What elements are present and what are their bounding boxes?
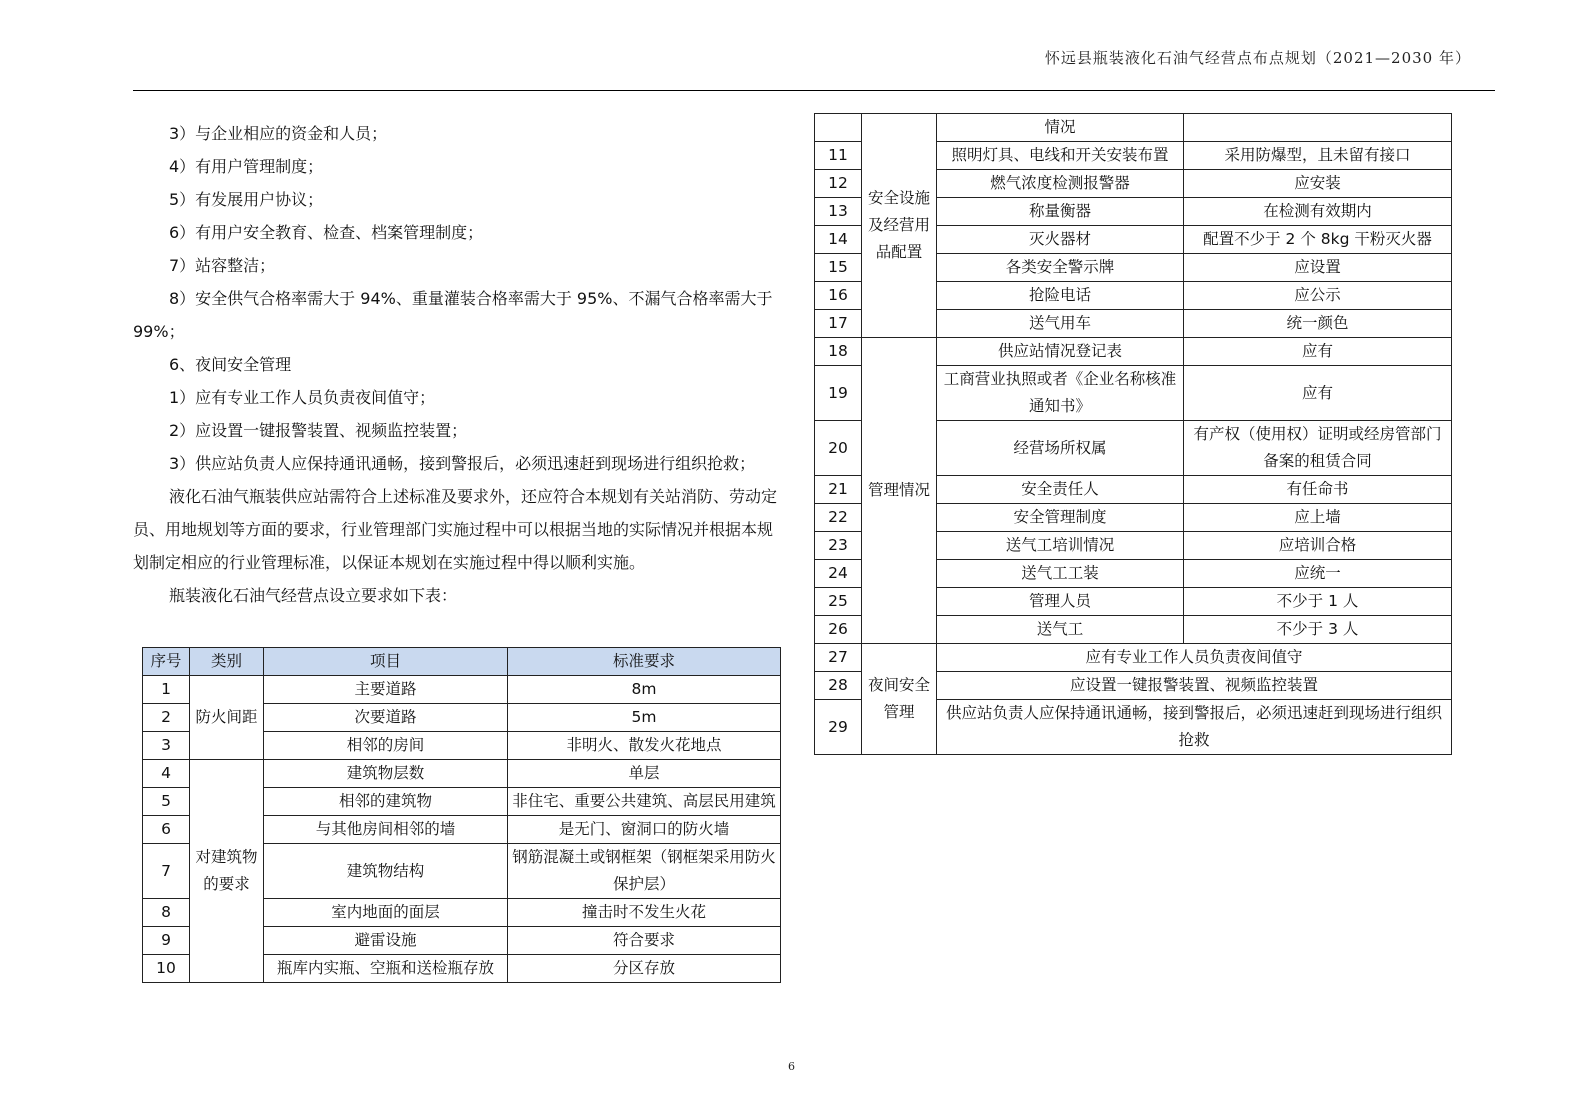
category-cell: 安全设施及经营用品配置 xyxy=(862,114,937,338)
row-item: 瓶库内实瓶、空瓶和送检瓶存放 xyxy=(264,955,508,983)
paragraph: 3）供应站负责人应保持通讯通畅，接到警报后，必须迅速赶到现场进行组织抢救； xyxy=(169,454,756,473)
row-item: 建筑物结构 xyxy=(264,844,508,899)
row-no: 18 xyxy=(815,338,862,366)
requirements-table-part1 xyxy=(142,647,781,983)
row-no: 12 xyxy=(815,170,862,198)
row-standard: 不少于 3 人 xyxy=(1184,616,1452,644)
row-standard: 有任命书 xyxy=(1184,476,1452,504)
row-standard: 分区存放 xyxy=(508,955,781,983)
table-row xyxy=(815,114,1452,142)
table-header-row xyxy=(143,648,781,676)
row-item: 送气工工装 xyxy=(937,560,1184,588)
row-no: 6 xyxy=(143,816,190,844)
row-no: 19 xyxy=(815,366,862,421)
row-item: 送气工 xyxy=(937,616,1184,644)
header-item: 项目 xyxy=(264,648,508,676)
table-row xyxy=(815,644,1452,672)
row-item: 管理人员 xyxy=(937,588,1184,616)
row-no: 7 xyxy=(143,844,190,899)
paragraph: 4）有用户管理制度； xyxy=(169,157,324,176)
row-item-merged: 供应站负责人应保持通讯通畅，接到警报后，必须迅速赶到现场进行组织抢救 xyxy=(937,700,1452,755)
table-row xyxy=(143,760,781,788)
row-item: 与其他房间相邻的墙 xyxy=(264,816,508,844)
category-cell: 防火间距 xyxy=(190,676,264,760)
paragraph: 2）应设置一键报警装置、视频监控装置； xyxy=(169,421,468,440)
row-no: 26 xyxy=(815,616,862,644)
row-standard: 应安装 xyxy=(1184,170,1452,198)
row-no: 20 xyxy=(815,421,862,476)
row-standard: 撞击时不发生火花 xyxy=(508,899,781,927)
row-item: 称量衡器 xyxy=(937,198,1184,226)
row-item-merged: 应设置一键报警装置、视频监控装置 xyxy=(937,672,1452,700)
paragraph: 8）安全供气合格率需大于 94%、重量灌装合格率需大于 95%、不漏气合格率需大于 99%； xyxy=(133,289,773,341)
row-no xyxy=(815,114,862,142)
row-no: 27 xyxy=(815,644,862,672)
header-standard: 标准要求 xyxy=(508,648,781,676)
row-no: 10 xyxy=(143,955,190,983)
row-item: 避雷设施 xyxy=(264,927,508,955)
row-item: 相邻的房间 xyxy=(264,732,508,760)
row-item: 送气工培训情况 xyxy=(937,532,1184,560)
row-item: 工商营业执照或者《企业名称核准通知书》 xyxy=(937,366,1184,421)
row-standard xyxy=(1184,114,1452,142)
table-row xyxy=(815,338,1452,366)
row-item: 送气用车 xyxy=(937,310,1184,338)
row-standard: 不少于 1 人 xyxy=(1184,588,1452,616)
header-category: 类别 xyxy=(190,648,264,676)
row-item: 安全管理制度 xyxy=(937,504,1184,532)
header-no: 序号 xyxy=(143,648,190,676)
table-intro: 瓶装液化石油气经营点设立要求如下表： xyxy=(169,586,458,605)
row-standard: 应公示 xyxy=(1184,282,1452,310)
row-item: 室内地面的面层 xyxy=(264,899,508,927)
row-item: 照明灯具、电线和开关安装布置 xyxy=(937,142,1184,170)
page-number: 6 xyxy=(788,1060,795,1073)
row-no: 29 xyxy=(815,700,862,755)
row-no: 23 xyxy=(815,532,862,560)
paragraph: 1）应有专业工作人员负责夜间值守； xyxy=(169,388,436,407)
requirements-table-part2 xyxy=(814,113,1452,755)
row-item: 供应站情况登记表 xyxy=(937,338,1184,366)
row-item: 经营场所权属 xyxy=(937,421,1184,476)
row-no: 17 xyxy=(815,310,862,338)
paragraph: 7）站容整洁； xyxy=(169,256,276,275)
row-no: 28 xyxy=(815,672,862,700)
paragraph: 5）有发展用户协议； xyxy=(169,190,324,209)
row-item: 相邻的建筑物 xyxy=(264,788,508,816)
row-item: 灭火器材 xyxy=(937,226,1184,254)
row-no: 1 xyxy=(143,676,190,704)
row-no: 4 xyxy=(143,760,190,788)
row-standard: 应培训合格 xyxy=(1184,532,1452,560)
row-item: 次要道路 xyxy=(264,704,508,732)
row-item: 燃气浓度检测报警器 xyxy=(937,170,1184,198)
row-standard: 非住宅、重要公共建筑、高层民用建筑 xyxy=(508,788,781,816)
row-standard: 8m xyxy=(508,676,781,704)
row-standard: 配置不少于 2 个 8kg 干粉灭火器 xyxy=(1184,226,1452,254)
row-standard: 应有 xyxy=(1184,366,1452,421)
section-heading: 6、夜间安全管理 xyxy=(169,355,292,374)
paragraph: 液化石油气瓶装供应站需符合上述标准及要求外，还应符合本规划有关站消防、劳动定员、用地规划等方面的要求，行业管理部门实施过程中可以根据当地的实际情况并根据本规划制定相应的行业管理标准，以保证本规划在实施过程中得以顺利实施。 xyxy=(133,487,778,572)
row-item-merged: 应有专业工作人员负责夜间值守 xyxy=(937,644,1452,672)
body-text xyxy=(133,117,781,612)
row-item: 情况 xyxy=(937,114,1184,142)
row-item: 各类安全警示牌 xyxy=(937,254,1184,282)
paragraph: 3）与企业相应的资金和人员； xyxy=(169,124,388,143)
row-no: 9 xyxy=(143,927,190,955)
row-standard: 应有 xyxy=(1184,338,1452,366)
row-standard: 应上墙 xyxy=(1184,504,1452,532)
row-no: 11 xyxy=(815,142,862,170)
row-item: 主要道路 xyxy=(264,676,508,704)
row-no: 13 xyxy=(815,198,862,226)
running-header-title: 怀远县瓶装液化石油气经营点布点规划（2021—2030 年） xyxy=(1044,49,1471,67)
row-item: 抢险电话 xyxy=(937,282,1184,310)
row-no: 21 xyxy=(815,476,862,504)
row-standard: 钢筋混凝土或钢框架（钢框架采用防火保护层） xyxy=(508,844,781,899)
row-no: 14 xyxy=(815,226,862,254)
row-standard: 符合要求 xyxy=(508,927,781,955)
row-standard: 单层 xyxy=(508,760,781,788)
row-item: 安全责任人 xyxy=(937,476,1184,504)
row-no: 16 xyxy=(815,282,862,310)
header-divider xyxy=(133,90,1495,91)
row-item: 建筑物层数 xyxy=(264,760,508,788)
row-no: 24 xyxy=(815,560,862,588)
row-standard: 应统一 xyxy=(1184,560,1452,588)
row-no: 25 xyxy=(815,588,862,616)
row-standard: 是无门、窗洞口的防火墙 xyxy=(508,816,781,844)
row-no: 2 xyxy=(143,704,190,732)
row-no: 5 xyxy=(143,788,190,816)
row-no: 15 xyxy=(815,254,862,282)
category-cell: 管理情况 xyxy=(862,338,937,644)
row-standard: 5m xyxy=(508,704,781,732)
row-standard: 统一颜色 xyxy=(1184,310,1452,338)
table-row xyxy=(143,676,781,704)
row-standard: 应设置 xyxy=(1184,254,1452,282)
row-no: 8 xyxy=(143,899,190,927)
row-standard: 有产权（使用权）证明或经房管部门备案的租赁合同 xyxy=(1184,421,1452,476)
row-no: 22 xyxy=(815,504,862,532)
row-standard: 非明火、散发火花地点 xyxy=(508,732,781,760)
category-cell: 对建筑物的要求 xyxy=(190,760,264,983)
row-standard: 采用防爆型，且未留有接口 xyxy=(1184,142,1452,170)
category-cell: 夜间安全管理 xyxy=(862,644,937,755)
row-standard: 在检测有效期内 xyxy=(1184,198,1452,226)
row-no: 3 xyxy=(143,732,190,760)
paragraph: 6）有用户安全教育、检查、档案管理制度； xyxy=(169,223,484,242)
